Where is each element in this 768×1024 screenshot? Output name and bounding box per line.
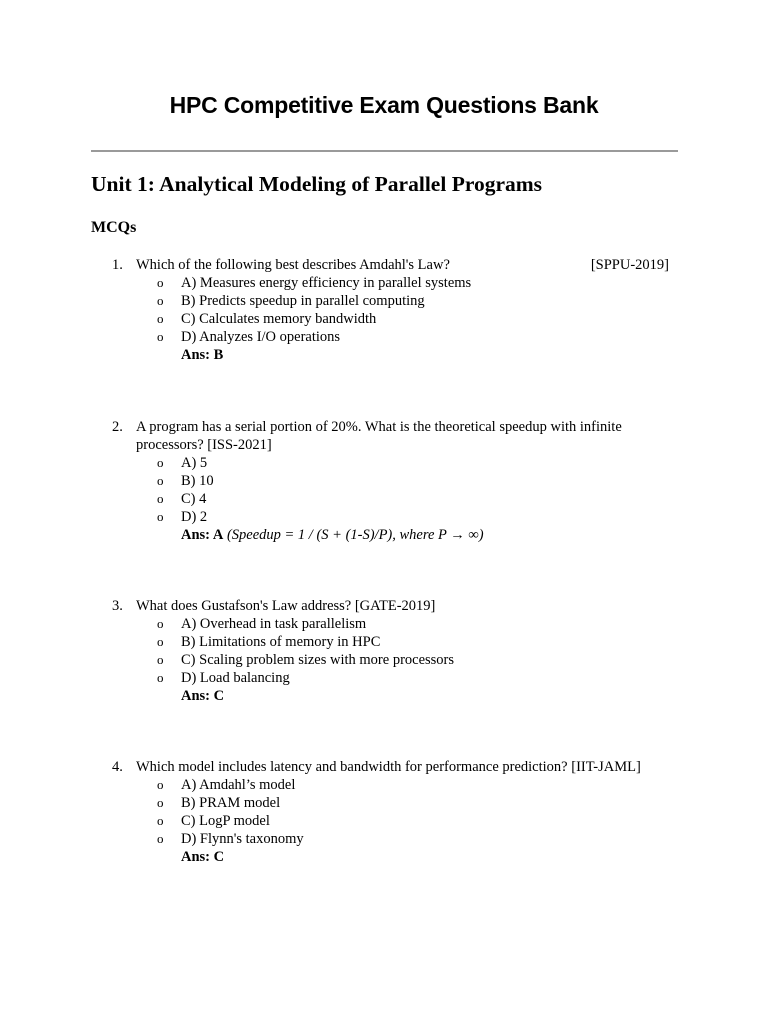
- title-divider: [91, 150, 678, 152]
- option-item: [112, 508, 672, 526]
- option-item: [112, 669, 672, 687]
- option-item: [112, 633, 672, 651]
- option-text: B) Limitations of memory in HPC: [181, 634, 381, 650]
- circle-bullet-icon: o: [157, 311, 164, 326]
- circle-bullet-icon: o: [157, 831, 164, 846]
- circle-bullet-icon: o: [157, 652, 164, 667]
- question-4: [112, 758, 712, 866]
- option-item: [112, 472, 672, 490]
- question-tag: [SPPU-2019]: [590, 257, 669, 273]
- option-item: [112, 812, 712, 830]
- answer-label: Ans: A: [181, 527, 224, 543]
- option-item: [112, 454, 672, 472]
- answer: [112, 346, 672, 364]
- answer: [112, 848, 712, 866]
- option-item: [112, 830, 712, 848]
- question-text: A program has a serial portion of 20%. What is the theoretical speedup with infinite processors? [ISS-2021]: [136, 419, 622, 453]
- question-text: Which model includes latency and bandwidth for performance prediction? [IIT-JAML]: [136, 759, 641, 775]
- circle-bullet-icon: o: [157, 473, 164, 488]
- option-item: [112, 274, 672, 292]
- unit-title: Unit 1: Analytical Modeling of Parallel Programs: [91, 172, 543, 196]
- circle-bullet-icon: o: [157, 491, 164, 506]
- option-text: A) Overhead in task parallelism: [181, 616, 367, 632]
- option-text: A) 5: [181, 455, 208, 471]
- option-text: D) Flynn's taxonomy: [181, 831, 304, 847]
- option-item: [112, 794, 712, 812]
- section-title: MCQs: [91, 219, 137, 236]
- option-item: [112, 651, 672, 669]
- circle-bullet-icon: o: [157, 275, 164, 290]
- circle-bullet-icon: o: [157, 813, 164, 828]
- circle-bullet-icon: o: [157, 329, 164, 344]
- option-text: C) 4: [181, 491, 207, 507]
- option-item: [112, 490, 672, 508]
- option-text: D) Analyzes I/O operations: [181, 329, 341, 345]
- circle-bullet-icon: o: [157, 509, 164, 524]
- answer-label: Ans: C: [181, 688, 225, 704]
- question-number: 2.: [112, 419, 123, 435]
- circle-bullet-icon: o: [157, 455, 164, 470]
- option-item: [112, 615, 672, 633]
- option-text: D) Load balancing: [181, 670, 290, 686]
- question-3: [112, 597, 672, 705]
- option-text: D) 2: [181, 509, 208, 525]
- circle-bullet-icon: o: [157, 634, 164, 649]
- circle-bullet-icon: o: [157, 795, 164, 810]
- option-item: [112, 310, 672, 328]
- answer: [112, 526, 672, 544]
- circle-bullet-icon: o: [157, 670, 164, 685]
- option-item: [112, 292, 672, 310]
- option-text: C) LogP model: [181, 813, 270, 829]
- option-text: A) Amdahl’s model: [181, 777, 296, 793]
- option-text: B) Predicts speedup in parallel computing: [181, 293, 425, 309]
- question-number: 4.: [112, 759, 123, 775]
- question-2: [112, 418, 672, 544]
- answer-label: Ans: B: [181, 347, 224, 363]
- answer-label: Ans: C: [181, 849, 225, 865]
- option-text: C) Scaling problem sizes with more processors: [181, 652, 455, 668]
- answer: [112, 687, 672, 705]
- question-1: [112, 256, 672, 364]
- circle-bullet-icon: o: [157, 616, 164, 631]
- question-text: Which of the following best describes Amdahl's Law?: [136, 257, 450, 273]
- option-text: C) Calculates memory bandwidth: [181, 311, 377, 327]
- question-number: 3.: [112, 598, 123, 614]
- answer-note: (Speedup = 1 / (S + (1-S)/P), where P → ∞): [223, 527, 484, 543]
- circle-bullet-icon: o: [157, 777, 164, 792]
- question-text: What does Gustafson's Law address? [GATE-2019]: [136, 598, 436, 614]
- option-item: [112, 776, 712, 794]
- question-number: 1.: [112, 257, 123, 273]
- document-title: HPC Competitive Exam Questions Bank: [169, 92, 599, 118]
- option-text: B) 10: [181, 473, 214, 489]
- option-item: [112, 328, 672, 346]
- option-text: B) PRAM model: [181, 795, 281, 811]
- option-text: A) Measures energy efficiency in parallel systems: [181, 275, 472, 291]
- circle-bullet-icon: o: [157, 293, 164, 308]
